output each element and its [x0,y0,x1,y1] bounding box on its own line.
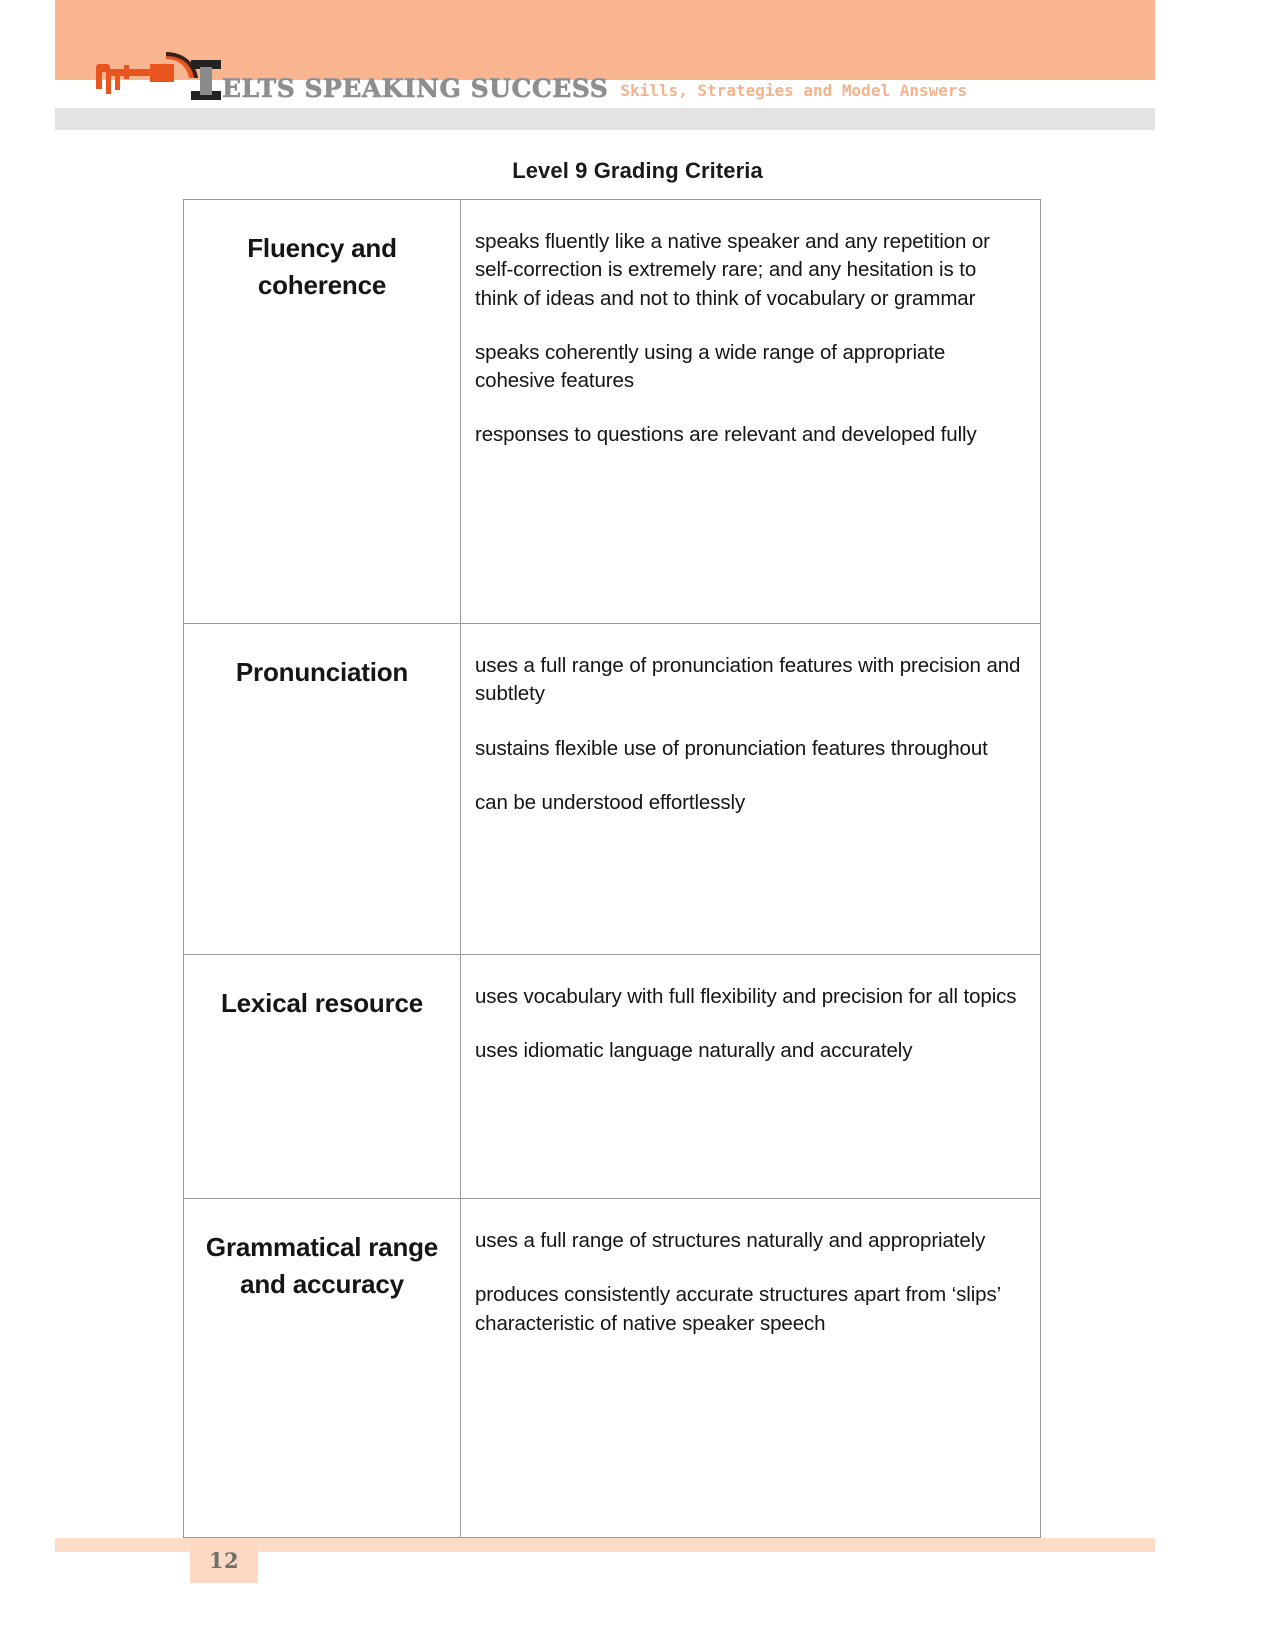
brand-initial-letter [191,58,221,104]
criterion-description-cell [461,1199,1041,1538]
criterion-descriptor: produces consistently accurate structures apart from ‘slips’ characteristic of native speaker speech [475,1283,1001,1335]
criterion-label: Grammatical range and accuracy [205,1232,439,1299]
criterion-label: Lexical resource [220,988,424,1018]
criterion-descriptor: uses idiomatic language naturally and accurately [475,1039,913,1063]
page-title: Level 9 Grading Criteria [512,158,763,183]
table-row [184,624,1041,955]
criterion-descriptor: uses vocabulary with full flexibility and precision for all topics [475,985,1017,1008]
brand-logo [88,48,967,104]
criterion-label-cell [184,955,461,1199]
criterion-description-cell [461,200,1041,624]
criterion-label: Pronunciation [235,657,409,687]
criterion-label-cell [184,200,461,624]
criterion-descriptor: responses to questions are relevant and developed fully [475,423,977,447]
brand-name: ELTS SPEAKING SUCCESS [222,74,609,103]
criterion-label: Fluency and coherence [247,233,397,300]
criterion-descriptor: can be understood effortlessly [475,790,746,814]
table-row [184,955,1041,1199]
criterion-descriptor: sustains flexible use of pronunciation features throughout [475,736,988,760]
criterion-description-cell [461,955,1041,1199]
criterion-descriptor: speaks coherently using a wide range of appropriate cohesive features [475,340,946,393]
page-number-box [190,1538,258,1583]
criterion-descriptor: uses a full range of pronunciation features with precision and subtlety [475,654,1021,706]
criterion-label-cell [184,1199,461,1538]
table-row [184,200,1041,624]
criterion-label-cell [184,624,461,955]
criterion-descriptor: uses a full range of structures naturally and appropriately [475,1229,986,1252]
brand-tagline: Skills, Strategies and Model Answers [620,81,968,100]
table-row [184,1199,1041,1538]
grading-criteria-table [183,199,1041,1538]
header-gray-band [55,108,1155,130]
criterion-description-cell [461,624,1041,955]
page-number: 12 [208,1548,240,1573]
criterion-descriptor: speaks fluently like a native speaker and any repetition or self-correction is extremely rare; and any hesitation is to think of ideas and not to think of vocabulary or grammar [475,230,990,310]
